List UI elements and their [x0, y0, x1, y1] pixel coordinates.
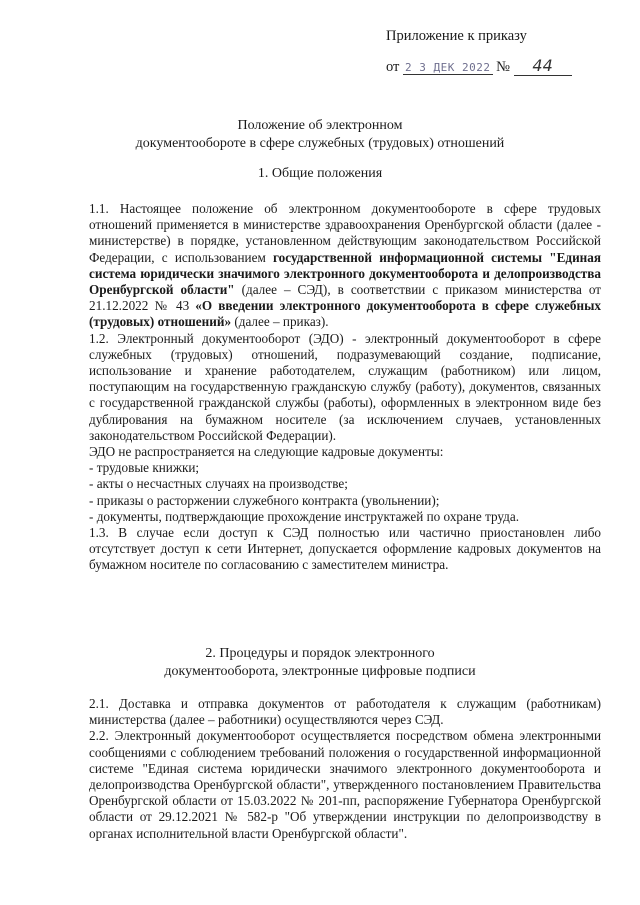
paragraph-1-1 — [89, 201, 601, 331]
list-item: - документы, подтверждающие прохождение инструктажей по охране труда. — [89, 508, 520, 524]
section-1-heading: 1. Общие положения — [257, 166, 383, 181]
paragraph-2-2: 2.2. Электронный документооборот осуществляется посредством обмена электронными сообщениями с соблюдением требований положения о государственной информационной системе "Единая система юридически значимого электронного документооборота и делопроизводства Оренбургской области", утвержденного постановлением Правительства Оренбургской области от 15.03.2022 № 201-пп, распоряжение Губернатора Оренбургской области от 29.12.2021 № 582-р "Об утверждении инструкции по делопроизводству в органах исполнительной власти Оренбургской области". — [89, 728, 601, 841]
paragraph-1-2: 1.2. Электронный документооборот (ЭДО) - электронный документооборот в сфере служебных (трудовых) отношений, подразумевающий создание, подписание, использование и хранение работодателем, служащим (работником) или лицом, поступающим на государственную гражданскую службу (работу), документов, связанных с государственной гражданской службы (работы), оформленных в электронном виде без дублирования на бумажном носителе (за исключением случаев, установленных законодательством Российской Федерации). — [89, 330, 601, 443]
date-stamp: 2 3 ДЕК 2022 — [405, 61, 491, 74]
paragraph-1-1-text-d: «О введении электронного документооборота в сфере служебных (трудовых) отношений» — [89, 298, 601, 330]
title-line-2: документообороте в сфере служебных (трудовых) отношений — [135, 136, 505, 151]
section-2-heading-line-2: документооборота, электронные цифровые подписи — [164, 664, 476, 679]
paragraph-edo-exclusions: ЭДО не распространяется на следующие кадровые документы: — [89, 444, 444, 460]
title-line-1: Положение об электронном — [237, 118, 403, 133]
paragraph-1-1-text-a: 1.1. Настоящее положение об электронном документообороте в сфере трудовых отношений применяется в министерстве здравоохранения Оренбургской области (далее - министерстве) в порядке, установленном действующим законодательством Российской Федерации, с использованием — [89, 201, 601, 265]
list-item: - акты о несчастных случаях на производстве; — [89, 476, 348, 492]
section-1-body — [89, 201, 601, 574]
paragraph-1-1-text-c: (далее – СЭД), в соответствии с приказом министерства от 21.12.2022 № 43 — [89, 282, 602, 314]
number-label: № — [496, 59, 510, 75]
paragraph-1-3: 1.3. В случае если доступ к СЭД полностью или частично приостановлен либо отсутствует доступ к сети Интернет, допускается оформление кадровых документов на бумажном носителе по согласованию с заместителем министра. — [89, 525, 601, 573]
paragraph-2-1: 2.1. Доставка и отправка документов от работодателя к служащим (работникам) министерства (далее – работники) осуществляются через СЭД. — [89, 696, 601, 728]
paragraph-1-1-text-b: государственной информационной системы "Единая система юридически значимого электронного документооборота и делопроизводства Оренбургской области" — [89, 249, 601, 298]
order-number: 44 — [514, 56, 572, 76]
section-2-heading-line-1: 2. Процедуры и порядок электронного — [205, 646, 435, 661]
section-2-heading — [0, 645, 640, 681]
from-label: от — [386, 59, 400, 75]
appendix-label: Приложение к приказу — [386, 28, 527, 44]
list-item: - трудовые книжки; — [89, 460, 200, 476]
list-item: - приказы о расторжении служебного контракта (увольнении); — [89, 492, 440, 508]
order-reference — [386, 56, 572, 76]
paragraph-1-1-text-e: (далее – приказ). — [231, 314, 329, 330]
document-title — [0, 117, 640, 153]
section-2-body — [89, 696, 601, 842]
